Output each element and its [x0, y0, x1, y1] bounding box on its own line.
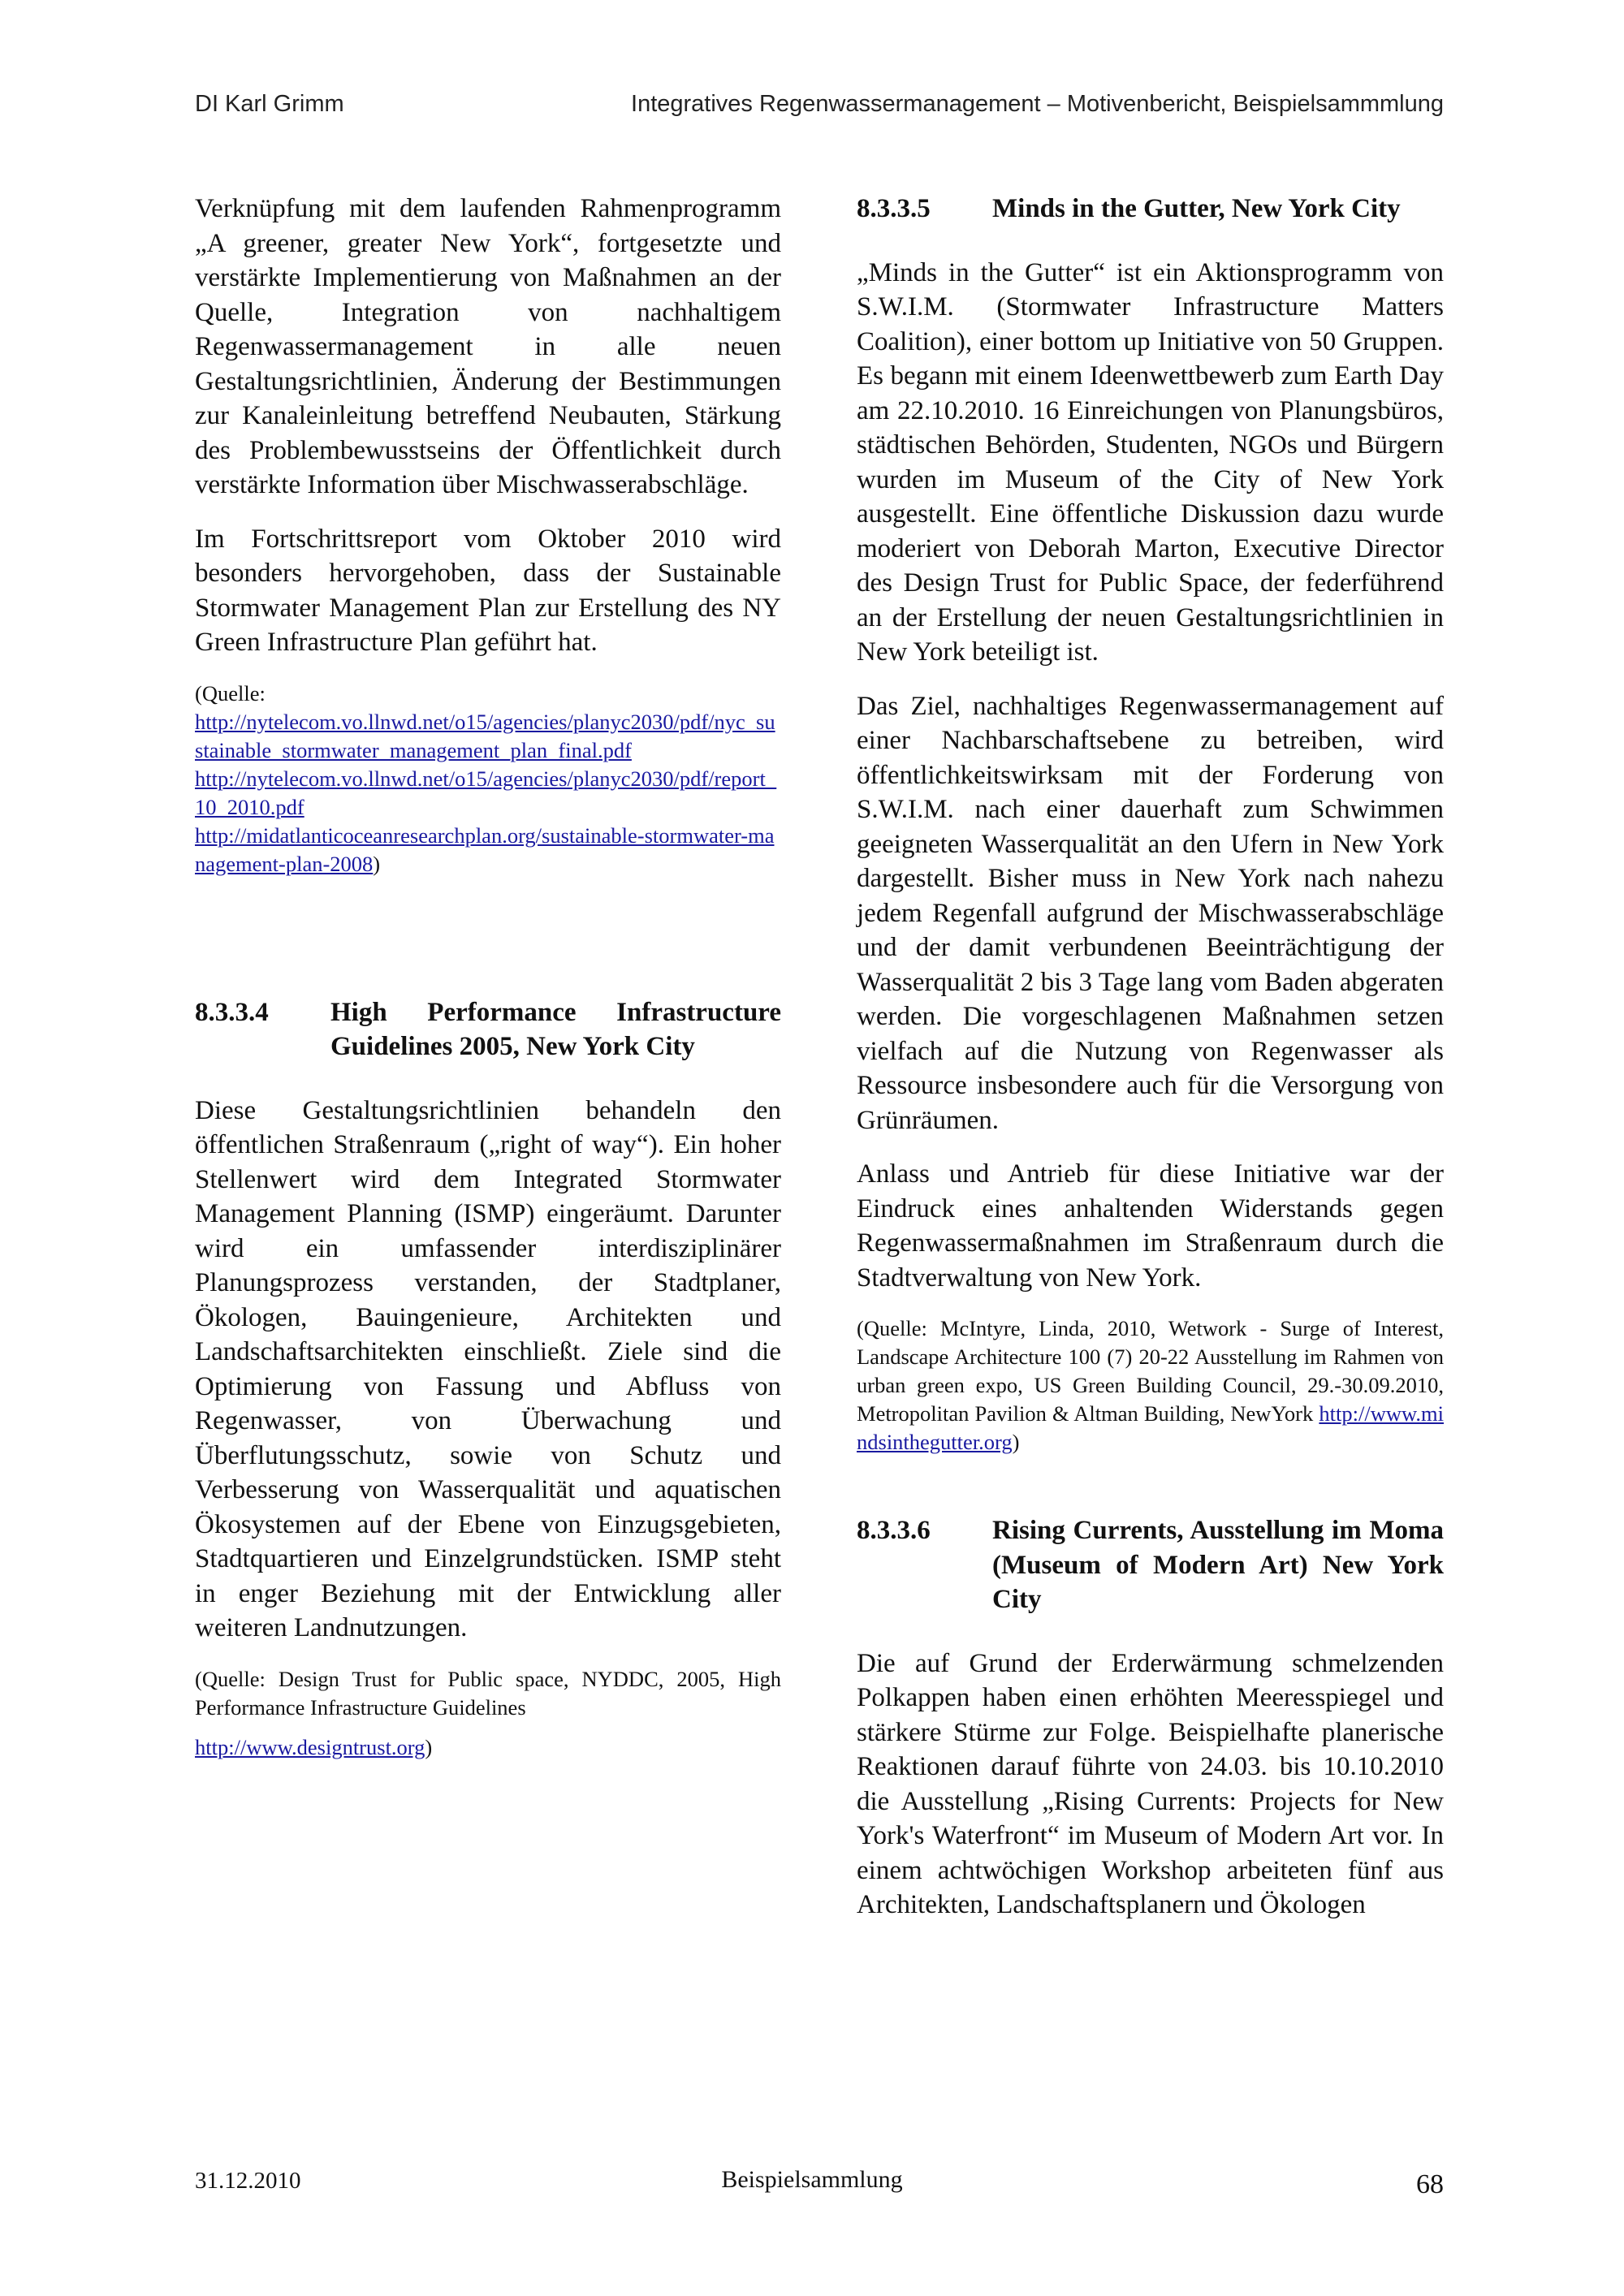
section-number: 8.3.3.5: [857, 194, 931, 223]
section-heading: [195, 995, 781, 1064]
source-citation: [195, 1733, 781, 1762]
header-doc-title: Integratives Regenwassermanagement – Motivenbericht, Beispielsammmlung: [631, 91, 1444, 117]
paragraph: Im Fortschrittsreport vom Oktober 2010 wird besonders hervorgehoben, dass der Sustainable Stormwater Management Plan zur Erstellung des NY Green Infrastructure Plan geführt hat.: [195, 524, 781, 657]
source-text: (Quelle: McIntyre, Linda, 2010, Wetwork - Surge of Interest, Landscape Architecture 100 (7) 20-22 Ausstellung im Rahmen von urban green expo, US Green Building Council, 29.-30.09.2010, Metropolitan Pavilion & Altman Building, NewYork: [857, 1316, 1444, 1426]
source-citation: [195, 680, 781, 878]
source-link[interactable]: http://www.designtrust.org: [195, 1734, 425, 1759]
paragraph: Die auf Grund der Erderwärmung schmelzenden Polkappen haben einen erhöhten Meeresspiegel und stärkere Stürme zur Folge. Beispielhafte planerische Reaktionen darauf führte von 24.03. bis 10.10.2010 die Ausstellung „Rising Currents: Projects for New York's Waterfront“ im Museum of Modern Art vor. In einem achtwöchigen Workshop arbeiteten fünf aus Architekten, Landschaftsplanern und Ökologen: [857, 1648, 1444, 1919]
source-close: ): [1012, 1430, 1020, 1454]
page-number: 68: [1416, 2169, 1444, 2199]
source-close: ): [373, 851, 381, 876]
section-heading: [857, 1513, 1444, 1617]
section-heading: [857, 192, 1444, 227]
right-column: [857, 192, 1444, 1942]
section-title: Rising Currents, Ausstellung im Moma (Museum of Modern Art) New York City: [992, 1516, 1444, 1614]
paragraph: Diese Gestaltungsrichtlinien behandeln den öffentlichen Straßenraum („right of way“). Ein hoher Stellenwert wird dem Integrated Stormwater Management Planning (ISMP) eingeräumt. Darunter wird ein umfassender interdisziplinärer Planungsprozess verstanden, der Stadtplaner, Ökologen, Bauingenieure, Architekten und Landschaftsarchitekten einschließt. Ziele sind die Optimierung von Fassung und Abfluss von Regenwasser, von Überwachung und Überflutungsschutz, sowie von Schutz und Verbesserung von Wasserqualität und aquatischen Ökosystemen auf der Ebene von Einzugsgebieten, Stadtquartieren und Einzelgrundstücken. ISMP steht in enger Beziehung mit der Entwicklung aller weiteren Landnutzungen.: [195, 1095, 781, 1642]
footer-title: Beispielsammlung: [721, 2166, 903, 2193]
source-link[interactable]: http://www.mindsinthegutter.org: [857, 1401, 1444, 1454]
header-author: DI Karl Grimm: [195, 91, 344, 117]
section-number: 8.3.3.4: [195, 997, 269, 1027]
source-citation: (Quelle: Design Trust for Public space, NYDDC, 2005, High Performance Infrastructure Guidelines: [195, 1666, 781, 1720]
paragraph: Anlass und Antrieb für diese Initiative war der Eindruck eines anhaltenden Widerstands gegen Regenwassermaßnahmen im Straßenraum durch die Stadtverwaltung von New York.: [857, 1159, 1444, 1293]
left-column: [195, 192, 781, 1773]
paragraph: „Minds in the Gutter“ ist ein Aktionsprogramm von S.W.I.M. (Stormwater Infrastructure Matters Coalition), einer bottom up Initiative von 50 Gruppen. Es begann mit einem Ideenwettbewerb zum Earth Day am 22.10.2010. 16 Einreichungen von Planungsbüros, städtischen Behörden, Studenten, NGOs und Bürgern wurden im Museum of the City of New York ausgestellt. Eine öffentliche Diskussion dazu wurde moderiert von Deborah Marton, Executive Director des Design Trust for Public Space, der federführend an der Erstellung der neuen Gestaltungsrichtlinien in New York beteiligt ist.: [857, 257, 1444, 667]
source-close: ): [425, 1734, 433, 1759]
source-label: (Quelle:: [195, 680, 266, 706]
footer-date: 31.12.2010: [195, 2168, 301, 2194]
paragraph: Verknüpfung mit dem laufenden Rahmenprogramm „A greener, greater New York“, fortgesetzte und verstärkte Implementierung von Maßnahmen an der Quelle, Integration von nachhaltigem Regenwassermanagement in alle neuen Gestaltungsrichtlinien, Änderung der Bestimmungen zur Kanaleinleitung betreffend Neubauten, Stärkung des Problembewusstseins der Öffentlichkeit durch verstärkte Information über Mischwasserabschläge.: [195, 194, 781, 499]
source-link[interactable]: http://midatlanticoceanresearchplan.org/sustainable-stormwater-management-plan-2008: [195, 822, 775, 876]
section-title: Minds in the Gutter, New York City: [992, 194, 1401, 223]
section-title: High Performance Infrastructure Guidelines 2005, New York City: [330, 997, 781, 1061]
source-citation: [857, 1314, 1444, 1457]
paragraph: Das Ziel, nachhaltiges Regenwassermanagement auf einer Nachbarschaftsebene zu betreiben, wird öffentlichkeitswirksam mit der Forderung von S.W.I.M. nach einer dauerhaft zum Schwimmen geeigneten Wasserqualität an den Ufern in New York dargestellt. Bisher muss in New York nach nahezu jedem Regenfall aufgrund der Mischwasserabschläge und der damit verbundenen Beeinträchtigung der Wasserqualität 2 bis 3 Tage lang vom Baden abgeraten werden. Die vorgeschlagenen Maßnahmen setzen vielfach auf die Nutzung von Regenwasser als Ressource insbesondere auch für die Versorgung von Grünräumen.: [857, 691, 1444, 1135]
source-link[interactable]: http://nytelecom.vo.llnwd.net/o15/agencies/planyc2030/pdf/nyc_sustainable_stormwater_management_plan_final.pdf: [195, 709, 775, 762]
source-link[interactable]: http://nytelecom.vo.llnwd.net/o15/agencies/planyc2030/pdf/report_10_2010.pdf: [195, 766, 777, 819]
section-number: 8.3.3.6: [857, 1516, 931, 1545]
